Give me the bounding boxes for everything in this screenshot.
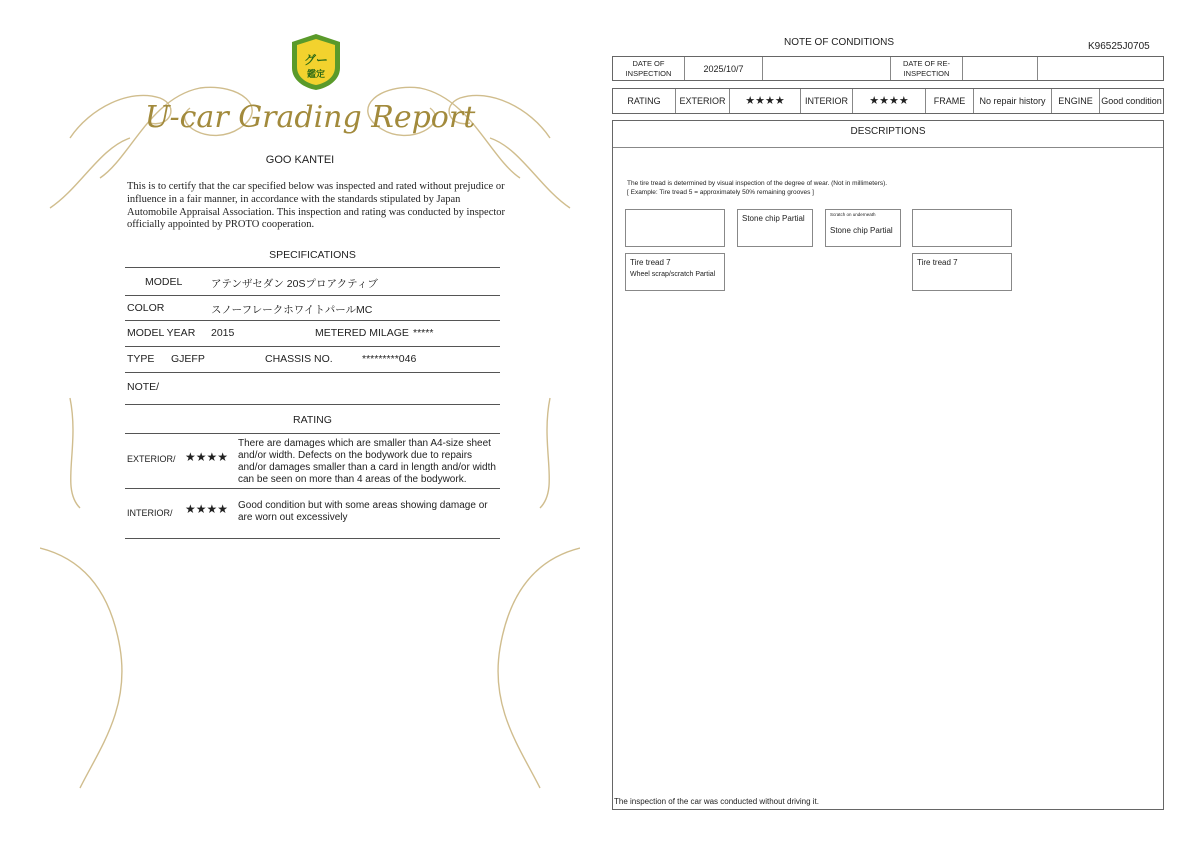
conditions-title: NOTE OF CONDITIONS bbox=[784, 37, 894, 48]
svg-text:鑑定: 鑑定 bbox=[306, 70, 326, 80]
exterior-stars: ★★★★ bbox=[730, 89, 801, 113]
interior-label: INTERIOR bbox=[801, 89, 853, 113]
date-of-inspection-label: DATE OF INSPECTION bbox=[613, 57, 685, 80]
condition-box: Tire tread 7 bbox=[912, 253, 1012, 291]
divider bbox=[125, 488, 500, 489]
interior-stars: ★★★★ bbox=[853, 89, 926, 113]
divider bbox=[125, 295, 500, 296]
date-blank-cell bbox=[763, 57, 891, 80]
chassis-value: *********046 bbox=[362, 353, 417, 365]
exterior-description: There are damages which are smaller than A4-size sheet and/or width. Defects on the bodywork due to repairs and/or damages smaller than a card in length and/or width can be seen on more than 4 areas of the bodywork. bbox=[238, 438, 496, 485]
engine-value: Good condition bbox=[1101, 96, 1162, 106]
date-of-reinspection-label: DATE OF RE-INSPECTION bbox=[891, 57, 963, 80]
metered-milage-value: ***** bbox=[413, 327, 434, 339]
certify-text: This is to certify that the car specified below was inspected and rated without prejudice or influence in a fair manner, in accordance with the standards stipulated by Japan Automobile Appraisal Association. This inspection and rating was conducted by inspector officially appointed by PROTO cooperation. bbox=[127, 181, 506, 231]
svg-text:グー: グー bbox=[303, 53, 329, 67]
frame-label: FRAME bbox=[926, 89, 974, 113]
rating-label: RATING bbox=[613, 89, 676, 113]
model-year-label: MODEL YEAR bbox=[127, 327, 196, 339]
divider bbox=[125, 372, 500, 373]
frame-value: No repair history bbox=[974, 89, 1052, 113]
specifications-heading: SPECIFICATIONS bbox=[269, 249, 356, 261]
interior-stars: ★★★★ bbox=[185, 502, 229, 516]
divider bbox=[125, 433, 500, 434]
exterior-label: EXTERIOR/ bbox=[127, 454, 176, 464]
divider bbox=[613, 147, 1163, 148]
interior-label: INTERIOR/ bbox=[127, 508, 173, 518]
conditions-panel bbox=[612, 30, 1164, 810]
report-subtitle: GOO KANTEI bbox=[265, 154, 335, 166]
tire-note-line-1: The tire tread is determined by visual inspection of the degree of wear. (Not in millimeters). bbox=[627, 180, 888, 187]
exterior-stars: ★★★★ bbox=[185, 450, 229, 464]
condition-box bbox=[912, 209, 1012, 247]
divider bbox=[125, 538, 500, 539]
divider bbox=[125, 404, 500, 405]
interior-description: Good condition but with some areas showing damage or are worn out excessively bbox=[238, 500, 488, 523]
reinspection-value bbox=[963, 57, 1038, 80]
condition-box: Stone chip Partial bbox=[737, 209, 813, 247]
exterior-label: EXTERIOR bbox=[676, 89, 730, 113]
report-title: U-car Grading Report bbox=[144, 100, 476, 135]
descriptions-panel bbox=[612, 120, 1164, 810]
tire-note-line-2: [ Example: Tire tread 5 = approximately 50% remaining grooves ] bbox=[627, 189, 814, 196]
date-of-inspection-value: 2025/10/7 bbox=[685, 57, 763, 80]
note-label: NOTE/ bbox=[127, 381, 160, 393]
reference-number: K96525J0705 bbox=[1088, 41, 1150, 52]
model-year-value: 2015 bbox=[211, 327, 235, 339]
reinspection-blank bbox=[1038, 57, 1163, 80]
model-value: アテンザセダン 20Sプロアクティブ bbox=[211, 278, 378, 290]
certificate-panel bbox=[40, 28, 580, 818]
type-label: TYPE bbox=[127, 353, 155, 365]
condition-box: Tire tread 7 Wheel scrap/scratch Partial bbox=[625, 253, 725, 291]
type-value: GJEFP bbox=[171, 353, 205, 365]
inspection-date-row bbox=[612, 56, 1164, 81]
divider bbox=[125, 320, 500, 321]
model-label: MODEL bbox=[145, 276, 183, 288]
color-label: COLOR bbox=[127, 302, 165, 314]
rating-summary-row bbox=[612, 88, 1164, 114]
rating-heading: RATING bbox=[293, 414, 332, 426]
engine-label: ENGINE bbox=[1052, 89, 1100, 113]
footer-note: The inspection of the car was conducted without driving it. bbox=[614, 797, 819, 806]
color-value: スノーフレークホワイトパールMC bbox=[211, 304, 373, 316]
condition-box bbox=[625, 209, 725, 247]
seal-emblem-icon bbox=[288, 32, 344, 92]
divider bbox=[125, 346, 500, 347]
descriptions-heading: DESCRIPTIONS bbox=[850, 126, 926, 137]
metered-milage-label: METERED MILAGE bbox=[315, 327, 409, 339]
condition-box: Scratch on underneath Stone chip Partial bbox=[825, 209, 901, 247]
divider bbox=[125, 267, 500, 268]
chassis-label: CHASSIS NO. bbox=[265, 353, 333, 365]
